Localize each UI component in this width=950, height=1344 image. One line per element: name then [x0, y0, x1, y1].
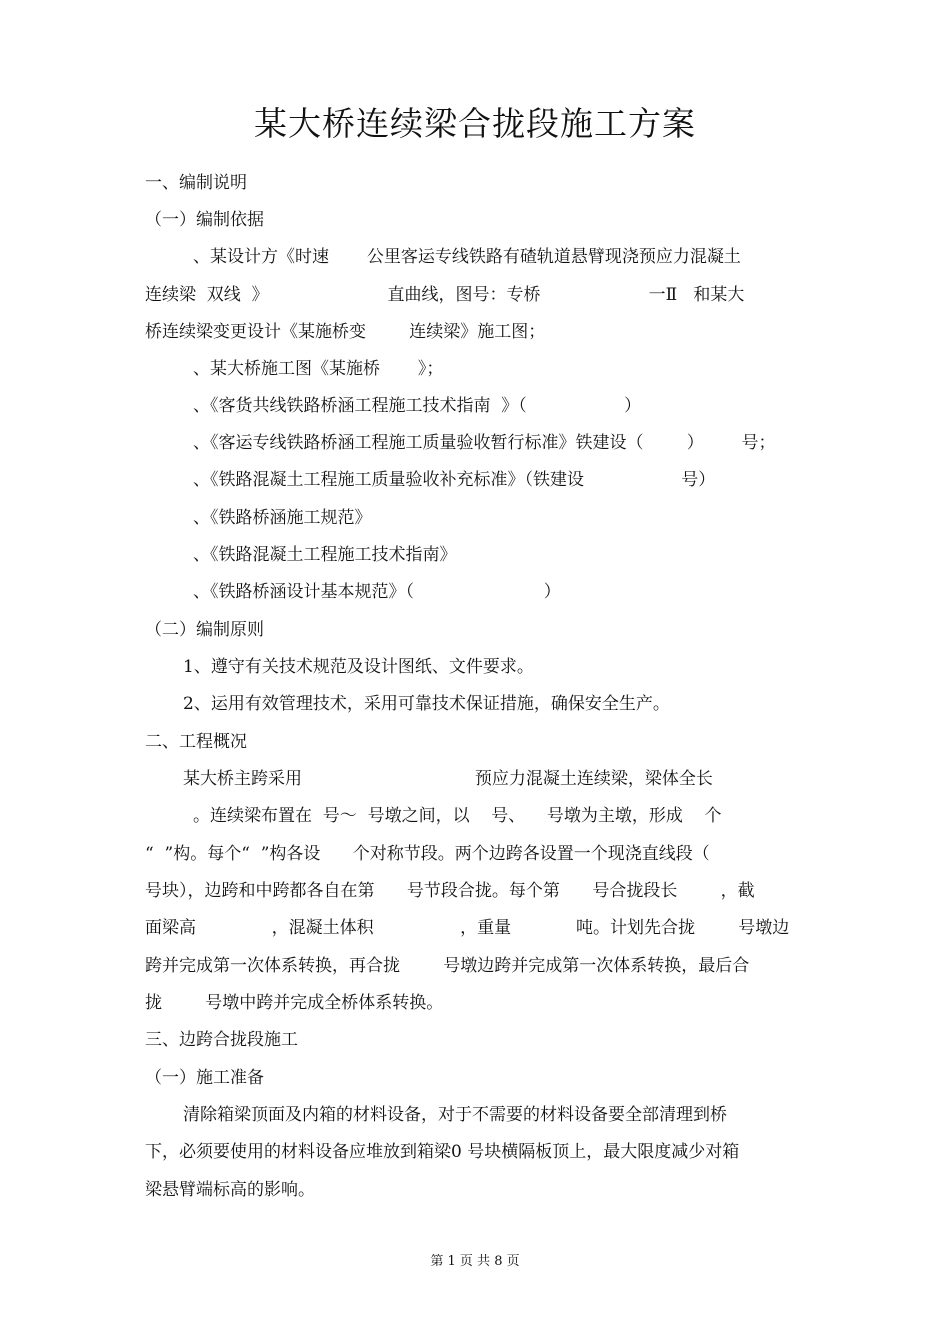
list-item: 、某大桥施工图《某施桥 》； [193, 359, 444, 379]
subheading-basis: （一）编制依据 [145, 210, 264, 230]
paragraph-line: 拢 号墩中跨并完成全桥体系转换。 [145, 993, 444, 1013]
list-item: 、《客货共线铁路桥涵工程施工技术指南 》（ ） [193, 396, 642, 416]
paragraph-line: 下，必须要使用的材料设备应堆放到箱梁0 号块横隔板顶上，最大限度减少对箱 [145, 1142, 740, 1162]
paragraph-line: 跨并完成第一次体系转换，再合拢 号墩边跨并完成第一次体系转换，最后合 [145, 956, 750, 976]
paragraph-line: “ ”构。每个“ ”构各设 个对称节段。两个边跨各设置一个现浇直线段（ [145, 844, 710, 864]
list-item: 、《铁路桥涵施工规范》 [193, 508, 372, 528]
paragraph-line: 。连续梁布置在 号～ 号墩之间，以 号、 号墩为主墩，形成 个 [193, 806, 722, 826]
list-item: 、《铁路桥涵设计基本规范》（ ） [193, 582, 561, 602]
paragraph-line: 桥连续梁变更设计《某施桥变 连续梁》施工图； [145, 322, 546, 342]
paragraph-line: 连续梁 双线 》 直曲线，图号：专桥 一Ⅱ 和某大 [145, 285, 745, 305]
list-item: 2、运用有效管理技术，采用可靠技术保证措施，确保安全生产。 [183, 694, 670, 714]
paragraph-line: 某大桥主跨采用 预应力混凝土连续梁，梁体全长 [183, 769, 713, 789]
list-item: 、《客运专线铁路桥涵工程施工质量验收暂行标准》铁建设（ ） 号； [193, 433, 776, 453]
heading-3: 三、边跨合拢段施工 [145, 1030, 298, 1050]
page-number: 第 1 页 共 8 页 [430, 1254, 520, 1269]
list-item: 、《铁路混凝土工程施工质量验收补充标准》（铁建设 号） [193, 470, 716, 490]
paragraph-line: 面梁高 ，混凝土体积 ，重量 吨。计划先合拢 号墩边 [145, 918, 790, 938]
paragraph-line: 号块），边跨和中跨都各自在第 号节段合拢。每个第 号合拢段长 ，截 [145, 881, 755, 901]
paragraph-line: 梁悬臂端标高的影响。 [145, 1180, 315, 1200]
document-title: 某大桥连续梁合拢段施工方案 [254, 104, 696, 143]
subheading-principle: （二）编制原则 [145, 620, 264, 640]
list-item: 、《铁路混凝土工程施工技术指南》 [193, 545, 457, 565]
list-item: 1、遵守有关技术规范及设计图纸、文件要求。 [183, 657, 534, 677]
heading-1: 一、编制说明 [145, 173, 247, 193]
heading-2: 二、工程概况 [145, 732, 247, 752]
subheading-preparation: （一）施工准备 [145, 1068, 264, 1088]
paragraph-line: 清除箱梁顶面及内箱的材料设备，对于不需要的材料设备要全部清理到桥 [183, 1105, 727, 1125]
paragraph-line: 、某设计方《时速 公里客运专线铁路有碴轨道悬臂现浇预应力混凝土 [193, 247, 741, 267]
